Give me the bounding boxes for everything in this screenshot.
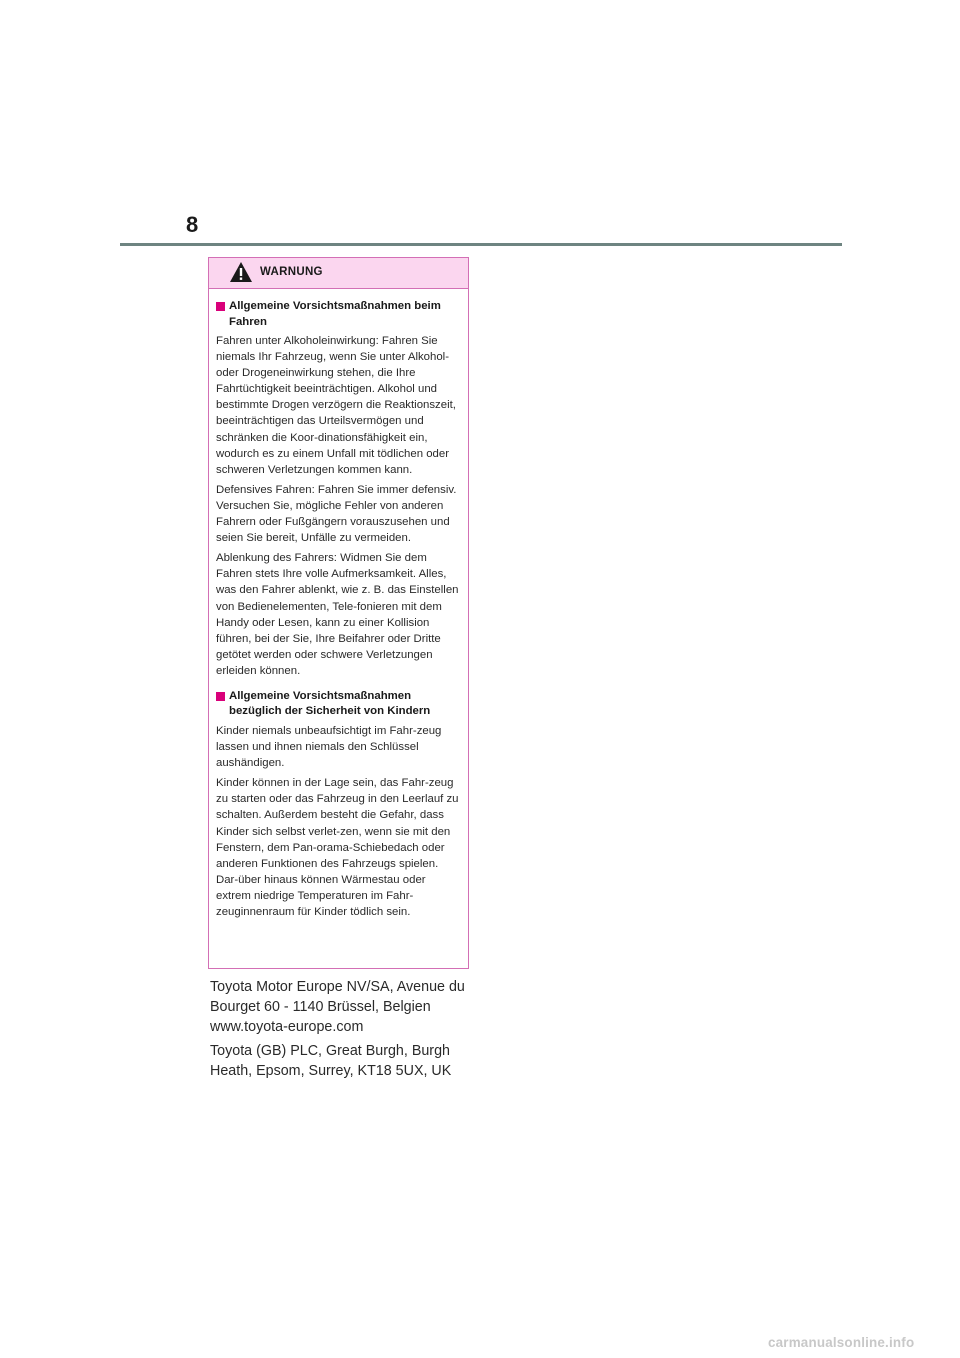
section-heading-text: Allgemeine Vorsichtsmaßnahmen beim Fahren bbox=[229, 300, 441, 328]
paragraph-defensive: Defensives Fahren: Fahren Sie immer defensiv. Versuchen Sie, mögliche Fehler von anderen Fahrern oder Fußgängern vorauszusehen und seien Sie bereit, Unfälle zu vermeiden. bbox=[216, 483, 457, 545]
warning-box bbox=[208, 257, 469, 969]
address-block bbox=[210, 977, 480, 1085]
section-heading-driving bbox=[216, 299, 461, 330]
warning-header bbox=[209, 258, 468, 289]
warning-triangle-icon bbox=[229, 261, 253, 283]
section-heading-children bbox=[216, 689, 461, 720]
address-europe: Toyota Motor Europe NV/SA, Avenue du Bourget 60 - 1140 Brüssel, Belgien www.toyota-europe.com bbox=[210, 979, 465, 1035]
warning-body bbox=[209, 289, 468, 920]
paragraph-alcohol: Fahren unter Alkoholeinwirkung: Fahren Sie niemals Ihr Fahrzeug, wenn Sie unter Alkohol- oder Drogeneinwirkung stehen, die Ihre Fahrtüchtigkeit beeinträchtigen. Alkohol und bestimmte Drogen verzögern die Reaktionszeit, beeinträchtigen das Urteilsvermögen und schränken die Koor-dinationsfähigkeit ein, wodurch es zu einem Unfall mit tödlichen oder schweren Verletzungen kommen kann. bbox=[216, 335, 456, 476]
address-uk: Toyota (GB) PLC, Great Burgh, Burgh Heath, Epsom, Surrey, KT18 5UX, UK bbox=[210, 1043, 452, 1079]
header-rule bbox=[120, 243, 842, 246]
paragraph-children-dangers: Kinder können in der Lage sein, das Fahr-zeug zu starten oder das Fahrzeug in den Leerlauf zu schalten. Außerdem besteht die Gefahr, dass Kinder sich selbst verlet-zen, wenn sie mit den Fenstern, dem Pan-orama-Schiebedach oder anderen Funktionen des Fahrzeugs spielen. Dar-über hinaus können Wärmestau oder extrem niedrige Temperaturen im Fahr-zeuginnenraum für Kinder tödlich sein. bbox=[216, 777, 459, 918]
square-bullet-icon bbox=[216, 692, 225, 701]
warning-title: WARNUNG bbox=[260, 266, 323, 278]
paragraph-children-unattended: Kinder niemals unbeaufsichtigt im Fahr-zeug lassen und ihnen niemals den Schlüssel aushändigen. bbox=[216, 724, 442, 770]
paragraph-distraction: Ablenkung des Fahrers: Widmen Sie dem Fahren stets Ihre volle Aufmerksamkeit. Alles, was den Fahrer ablenkt, wie z. B. das Einstellen von Bedienelementen, Tele-fonieren mit dem Handy oder Lesen, kann zu einer Kollision führen, bei der Sie, Ihre Beifahrer oder Dritte getötet werden oder schwere Verletzungen erleiden können. bbox=[216, 552, 459, 677]
footer-watermark: carmanualsonline.info bbox=[768, 1335, 915, 1350]
section-heading-text: Allgemeine Vorsichtsmaßnahmen bezüglich der Sicherheit von Kindern bbox=[229, 689, 431, 718]
page-number: 8 bbox=[186, 212, 199, 237]
square-bullet-icon bbox=[216, 302, 225, 311]
